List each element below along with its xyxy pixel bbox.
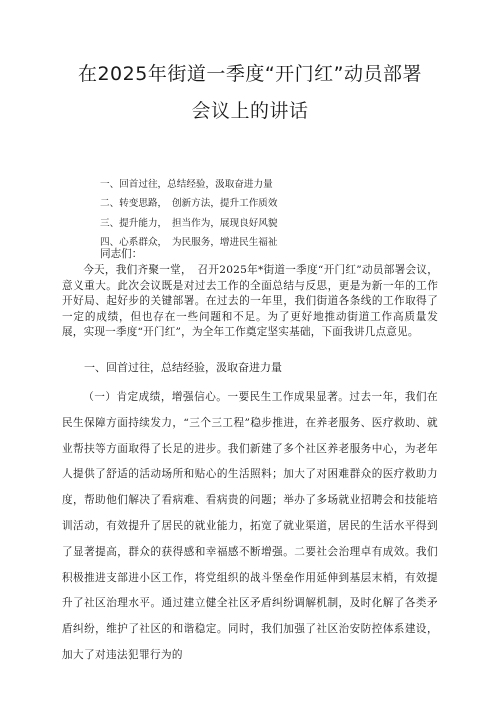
- outline-item-2: 二、转变思路， 创新方法，提升工作质效: [100, 198, 278, 210]
- outline-list: [100, 175, 420, 253]
- outline-item-4: 四、心系群众， 为民服务，增进民生福祉: [100, 237, 278, 249]
- document-title-line-1: 在2025年街道一季度“开门红”动员部署: [77, 63, 423, 85]
- section-1-heading: 一、回首过往，总结经验，汲取奋进力量: [84, 361, 282, 374]
- intro-paragraph: 今天，我们齐聚一堂， 召开2025年*街道一季度“开门红”动员部署会议，意义重大。此次会议既是对过去工作的全面总结与反思，更是为新一年的工作开好局、起好步的关键部署。在过去的一年里，我们街道各条线的工作取得了一定的成绩，但也存在一些问题和不足。为了更好地推动街道工作高质量发展，实现一季度“开门红”，为全年工作奠定坚实基础，下面我讲几点意见。: [62, 264, 438, 339]
- section-1-paragraph: （一）肯定成绩，增强信心。一要民生工作成果显著。过去一年，我们在民生保障方面持续发力，“三个三工程”稳步推进，在养老服务、医疗救助、就业帮扶等方面取得了长足的进步。我们新建了多个社区养老服务中心，为老年人提供了舒适的活动场所和贴心的生活照料；加大了对困难群众的医疗救助力度，帮助他们解决了看病难、看病贵的问题；举办了多场就业招聘会和技能培训活动，有效提升了居民的就业能力，拓宽了就业渠道，居民的生活水平得到了显著提高，群众的获得感和幸福感不断增强。二要社会治理卓有成效。我们积极推进支部进小区工作，将党组织的战斗堡垒作用延伸到基层末梢，有效提升了社区治理水平。通过建立健全社区矛盾纠纷调解机制，及时化解了各类矛盾纠纷，维护了社区的和谐稳定。同时，我们加强了社区治安防控体系建设，加大了对违法犯罪行为的: [62, 391, 438, 661]
- outline-item-1: 一、回首过往，总结经验，汲取奋进力量: [100, 179, 273, 190]
- outline-item-3: 三、提升能力， 担当作为，展现良好风貌: [100, 217, 278, 229]
- salutation: 同志们：: [100, 248, 143, 260]
- document-title-line-2: 会议上的讲话: [191, 100, 309, 122]
